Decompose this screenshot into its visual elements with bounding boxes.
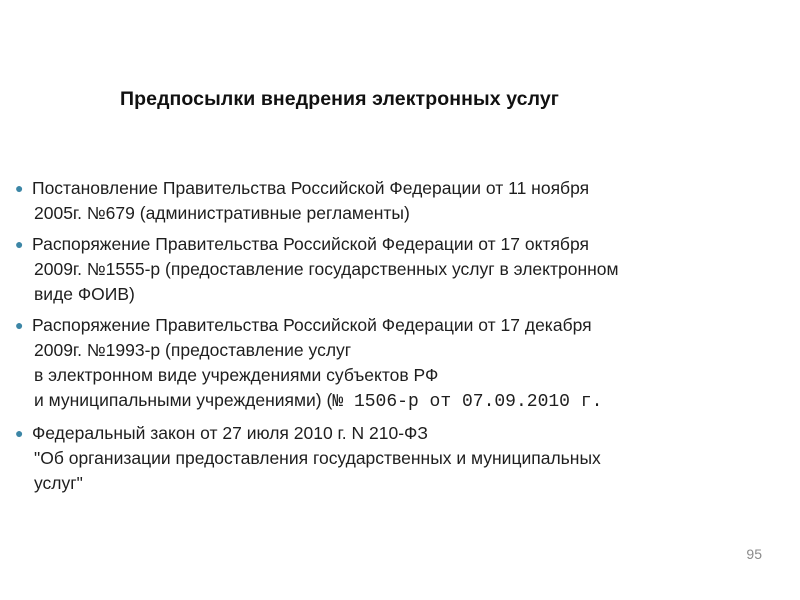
list-item <box>14 176 784 226</box>
bullet-2-line-1: Распоряжение Правительства Российской Федерации от 17 октября <box>32 234 589 254</box>
list-item <box>14 313 784 415</box>
decree-reference: № 1506-р от 07.09.2010 г. <box>332 392 603 412</box>
bullet-dot-icon: ● <box>15 317 24 333</box>
bullet-4-line-3: услуг" <box>34 473 83 493</box>
bullet-4-line-2: "Об организации предоставления государственных и муниципальных <box>34 448 601 468</box>
bullet-2-line-3: виде ФОИВ) <box>34 284 135 304</box>
bullet-3-line-4 <box>32 388 784 415</box>
bullet-1-line-1: Постановление Правительства Российской Федерации от 11 ноября <box>32 178 590 198</box>
bullet-dot-icon: ● <box>15 236 24 252</box>
bullet-dot-icon: ● <box>15 425 24 441</box>
bullet-3-line-4-text: и муниципальными учреждениями) ( <box>34 390 333 410</box>
bullet-dot-icon: ● <box>15 180 24 196</box>
bullet-3-line-1: Распоряжение Правительства Российской Федерации от 17 декабря <box>32 315 592 335</box>
bullet-1-line-2: 2005г. №679 (административные регламенты) <box>34 203 410 223</box>
list-item <box>14 421 784 496</box>
bullet-3-line-3: в электронном виде учреждениями субъектов РФ <box>34 365 439 385</box>
bullet-3-line-2: 2009г. №1993-р (предоставление услуг <box>34 340 352 360</box>
bullet-4-line-1: Федеральный закон от 27 июля 2010 г. N 210-ФЗ <box>32 423 428 443</box>
list-item <box>14 232 784 307</box>
page-number: 95 <box>746 546 762 562</box>
bullet-2-line-2: 2009г. №1555-р (предоставление государственных услуг в электронном <box>34 259 619 279</box>
slide-title: Предпосылки внедрения электронных услуг <box>120 88 560 110</box>
bullet-list <box>14 176 784 502</box>
